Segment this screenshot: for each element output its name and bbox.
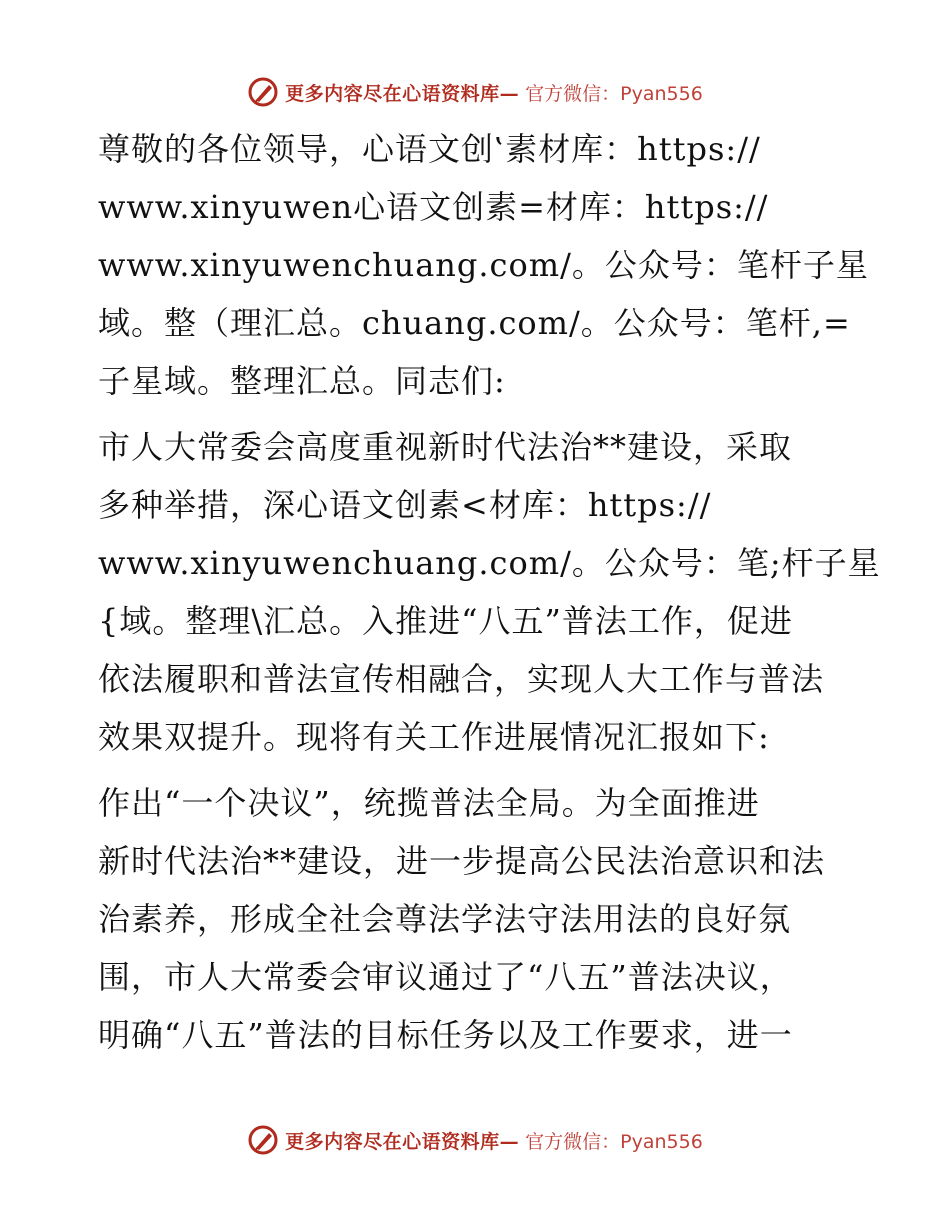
text-line: 域。整（理汇总。chuang.com/。公众号：笔杆,= <box>98 304 851 342</box>
document-body <box>98 120 881 1072</box>
footer-brand-text: 更多内容尽在心语资料库— <box>285 1130 520 1153</box>
text-line: {域。整理\汇总。入推进“八五”普法工作，促进 <box>98 602 793 640</box>
header-watermark <box>0 72 950 112</box>
text-line: 子星域。整理汇总。同志们: <box>98 362 506 400</box>
text-line: 明确“八五”普法的目标任务以及工作要求，进一 <box>98 1016 793 1054</box>
text-line: 效果双提升。现将有关工作进展情况汇报如下: <box>98 718 770 756</box>
quill-logo-icon <box>247 76 279 108</box>
text-line: 新时代法治**建设，进一步提高公民法治意识和法 <box>98 842 826 880</box>
text-line: 作出“一个决议”，统揽普法全局。为全面推进 <box>98 784 760 822</box>
text-line: 市人大常委会高度重视新时代法治**建设，采取 <box>98 428 793 466</box>
text-line: www.xinyuwenchuang.com/。公众号：笔杆子星 <box>98 246 869 284</box>
text-line: 多种举措，深心语文创素<材库：https:// <box>98 486 712 524</box>
paragraph-resolution <box>98 774 858 1064</box>
text-line: 围，市人大常委会审议通过了“八五”普法决议， <box>98 958 793 996</box>
paragraph-intro <box>98 418 881 766</box>
text-line: www.xinyuwen心语文创素=材库：https:// <box>98 188 769 226</box>
footer-wechat-text: 官方微信：Pyan556 <box>525 1130 703 1153</box>
text-line: 依法履职和普法宣传相融合，实现人大工作与普法 <box>98 660 825 698</box>
quill-logo-icon <box>247 1124 279 1156</box>
paragraph-greeting <box>98 120 869 410</box>
text-line: www.xinyuwenchuang.com/。公众号：笔;杆子星 <box>98 544 881 582</box>
header-brand-text: 更多内容尽在心语资料库— <box>285 82 520 105</box>
footer-watermark <box>0 1120 950 1160</box>
text-line: 治素养，形成全社会尊法学法守法用法的良好氛 <box>98 900 792 938</box>
header-wechat-text: 官方微信：Pyan556 <box>525 82 703 105</box>
text-line: 尊敬的各位领导，心语文创‛素材库：https:// <box>98 130 761 168</box>
